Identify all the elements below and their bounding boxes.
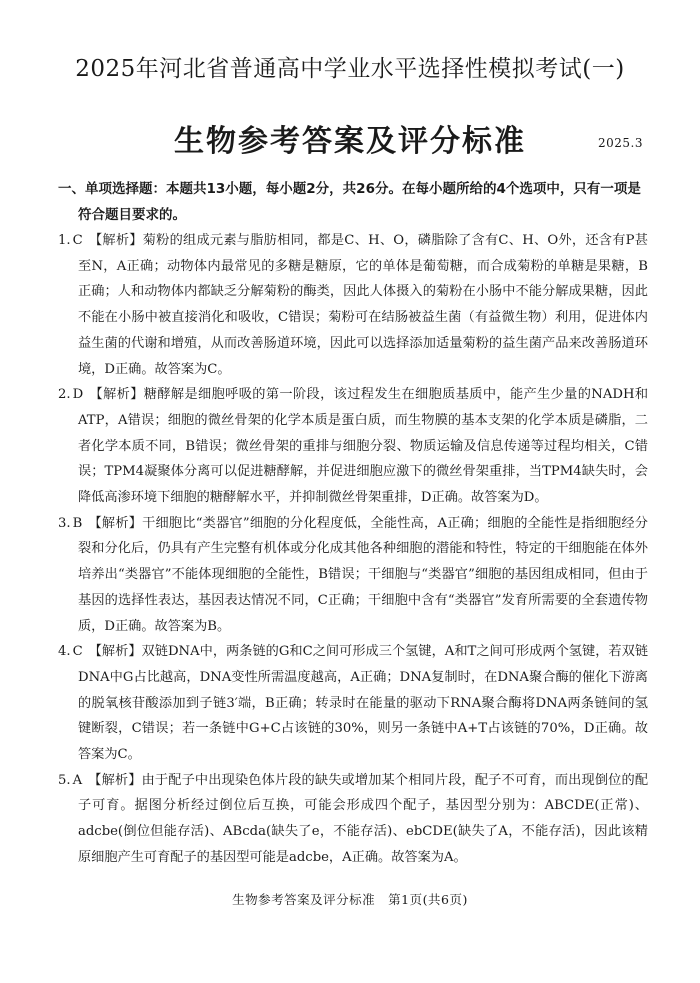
question-explanation: 菊粉的组成元素与脂肪相同，都是C、H、O，磷脂除了含有C、H、O外，还含有P甚至N，A正确；动物体内最常见的多糖是糖原，它的单体是葡萄糖，而合成菊粉的单糖是果糖，B正确；人和动物体内都缺乏分解菊粉的酶类，因此人体摄入的菊粉在小肠中不能分解成果糖，因此不能在小肠中被直接消化和吸收，C错误；菊粉可在结肠被益生菌（有益微生物）利用，促进体内益生菌的代谢和增殖，从而改善肠道环境，因此可以选择添加适量菊粉的益生菌产品来改善肠道环境，D正确。故答案为C。 [78, 233, 648, 377]
section-heading-line-1: 一、单项选择题：本题共13小题，每小题2分，共26分。在每小题所给的4个选项中，只有一项是 [58, 181, 641, 197]
analysis-tag: 【解析】 [88, 644, 142, 660]
question-explanation: 糖酵解是细胞呼吸的第一阶段，该过程发生在细胞质基质中，能产生少量的NADH和ATP，A错误；细胞的微丝骨架的化学本质是蛋白质，而生物膜的基本支架的化学本质是磷脂，二者化学本质不同，B错误；微丝骨架的重排与细胞分裂、物质运输及信息传递等过程均相关，C错误；TPM4凝聚体分离可以促进糖酵解，并促进细胞应激下的微丝骨架重排，当TPM4缺失时，会降低高渗环境下细胞的糖酵解水平，并抑制微丝骨架重排，D正确。故答案为D。 [78, 387, 649, 506]
answer-list [58, 228, 648, 871]
question-number: 1. [58, 233, 71, 248]
question-number: 3. [58, 515, 71, 531]
exam-title: 2025年河北省普通高中学业水平选择性模拟考试(一) [75, 56, 625, 82]
question-answer: C [72, 233, 83, 248]
page-footer: 生物参考答案及评分标准 第1页(共6页) [232, 892, 468, 907]
question-5 [58, 768, 648, 871]
analysis-tag: 【解析】 [88, 233, 143, 248]
question-number: 5. [58, 772, 71, 788]
question-answer: C [72, 644, 83, 660]
document-title: 生物参考答案及评分标准 [174, 124, 526, 159]
question-4 [58, 639, 648, 768]
question-answer: B [72, 515, 83, 531]
document-date: 2025.3 [598, 136, 643, 150]
analysis-tag: 【解析】 [89, 387, 144, 403]
section-heading-line-2: 符合题目要求的。 [78, 207, 186, 223]
question-explanation: 由于配子中出现染色体片段的缺失或增加某个相同片段，配子不可育，而出现倒位的配子可育。据图分析经过倒位后互换，可能会形成四个配子，基因型分别为：ABCDE(正常)、adcbe(倒位但能存活)、ABcda(缺失了e，不能存活)、ebCDE(缺失了A，不能存活)，因此该精原细胞产生可育配子的基因型可能是adcbe，A正确。故答案为A。 [78, 772, 649, 865]
question-number: 4. [58, 644, 71, 660]
question-number: 2. [58, 387, 71, 403]
question-1 [58, 228, 648, 382]
question-explanation: 双链DNA中，两条链的G和C之间可形成三个氢键，A和T之间可形成两个氢键，若双链DNA中G占比越高，DNA变性所需温度越高，A正确；DNA复制时，在DNA聚合酶的催化下游离的脱氧核苷酸添加到子链3′端，B正确；转录时在能量的驱动下RNA聚合酶将DNA两条链间的氢键断裂，C错误；若一条链中G+C占该链的30%，则另一条链中A+T占该链的70%，D正确。故答案为C。 [78, 644, 649, 763]
question-explanation: 干细胞比“类器官”细胞的分化程度低，全能性高，A正确；细胞的全能性是指细胞经分裂和分化后，仍具有产生完整有机体或分化成其他各种细胞的潜能和特性，特定的干细胞能在体外培养出“类器官”不能体现细胞的全能性，B错误；干细胞与“类器官”细胞的基因组成相同，但由于基因的选择性表达，基因表达情况不同，C正确；干细胞中含有“类器官”发育所需要的全套遗传物质，D正确。故答案为B。 [78, 515, 648, 634]
analysis-tag: 【解析】 [88, 772, 142, 788]
section-heading [58, 176, 648, 228]
question-answer: D [72, 387, 84, 403]
question-3 [58, 511, 648, 640]
question-answer: A [72, 772, 83, 788]
question-2 [58, 382, 648, 511]
analysis-tag: 【解析】 [88, 515, 143, 531]
